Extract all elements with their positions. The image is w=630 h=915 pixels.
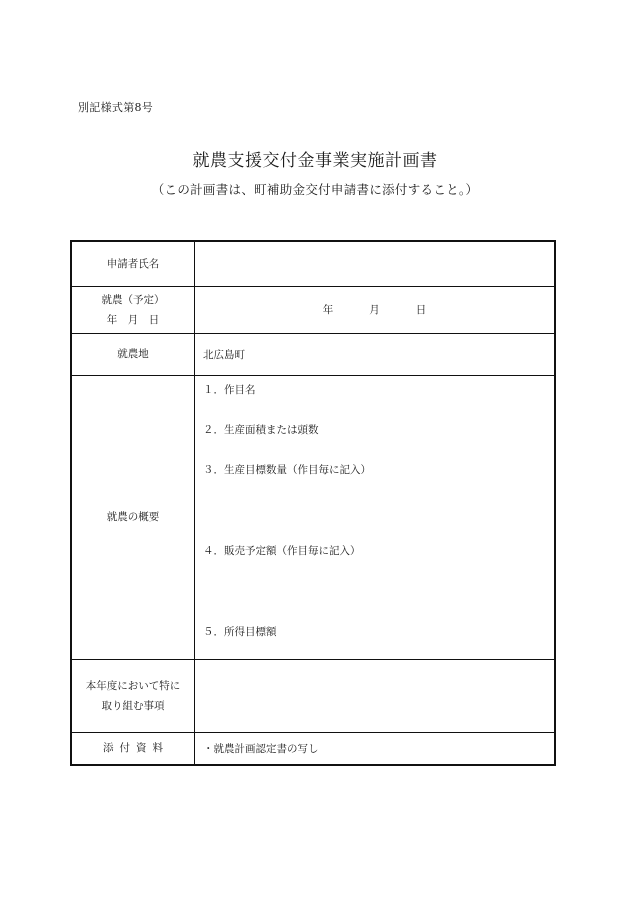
start-date-field[interactable] [195, 286, 556, 333]
overview-item-income-target: ５．所得目標額 [203, 625, 277, 638]
special-efforts-field[interactable] [195, 659, 556, 732]
special-efforts-label-line2: 取り組む事項 [101, 699, 165, 712]
overview-row [71, 375, 555, 659]
special-efforts-row [71, 659, 555, 732]
attachments-label-text: 添付資料 [103, 742, 169, 755]
year-marker: 年 [322, 304, 334, 316]
attachments-row [71, 732, 555, 765]
document-subtitle: （この計画書は、町補助金交付申請書に添付すること。） [151, 182, 479, 197]
start-date-label [71, 286, 195, 333]
attachments-label [71, 732, 195, 765]
applicant-row [71, 241, 555, 286]
start-date-label-line1: 就農（予定） [101, 293, 165, 306]
farm-location-label: 就農地 [71, 333, 195, 375]
special-efforts-label-line1: 本年度において特に [85, 679, 181, 692]
farm-location-field[interactable]: 北広島町 [195, 333, 556, 375]
overview-item-target-quantity: ３．生産目標数量（作目毎に記入） [203, 463, 371, 476]
plan-form-table [70, 240, 556, 766]
form-number: 別記様式第8号 [78, 101, 154, 114]
farm-location-row [71, 333, 555, 375]
overview-label: 就農の概要 [71, 375, 195, 659]
overview-item-area: ２．生産面積または頭数 [203, 423, 319, 436]
overview-field[interactable] [195, 375, 556, 659]
overview-item-crop: １．作目名 [203, 383, 256, 396]
special-efforts-label [71, 659, 195, 732]
overview-item-sales-plan: ４．販売予定額（作目毎に記入） [203, 544, 361, 557]
day-marker: 日 [415, 304, 427, 316]
date-line [203, 302, 554, 317]
start-date-row [71, 286, 555, 333]
applicant-label: 申請者氏名 [71, 241, 195, 286]
document-title: 就農支援交付金事業実施計画書 [192, 151, 438, 171]
start-date-label-line2: 年 月 日 [106, 313, 160, 326]
attachments-field[interactable]: ・就農計画認定書の写し [195, 732, 556, 765]
applicant-name-field[interactable] [195, 241, 556, 286]
month-marker: 月 [369, 304, 380, 316]
